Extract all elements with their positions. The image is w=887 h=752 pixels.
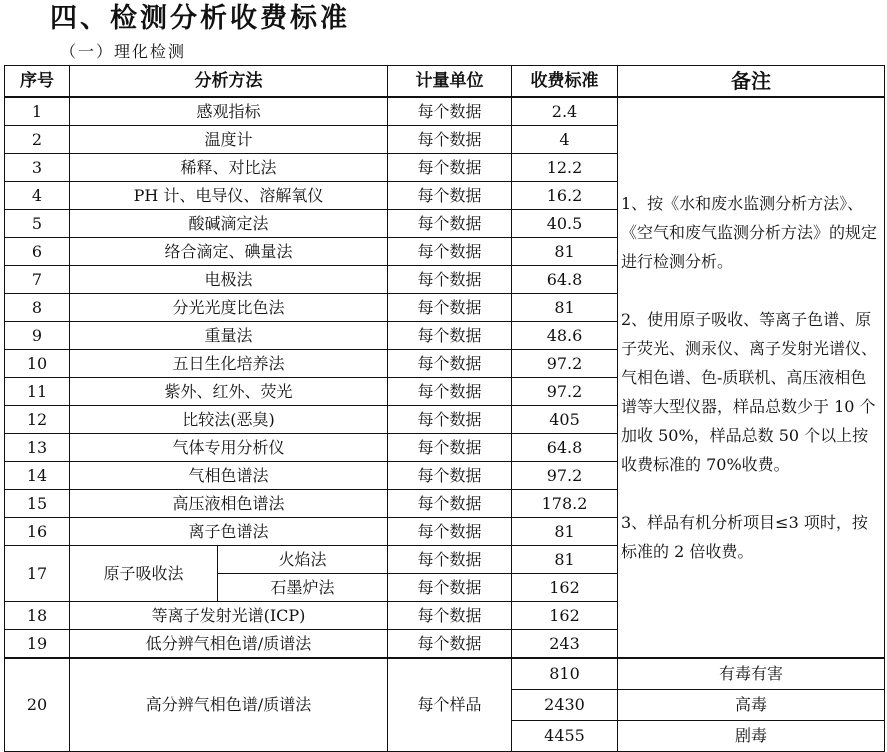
row-no: 15: [5, 490, 70, 518]
row-method: 原子吸收法: [70, 546, 218, 602]
row-fee: 4455: [512, 721, 618, 752]
header-fee: 收费标准: [512, 66, 618, 98]
row-unit: 每个数据: [388, 518, 512, 546]
row-no: 16: [5, 518, 70, 546]
row-no: 10: [5, 350, 70, 378]
row-unit: 每个数据: [388, 238, 512, 266]
row-no: 20: [5, 658, 70, 752]
row-unit: 每个数据: [388, 294, 512, 322]
row-unit: 每个数据: [388, 490, 512, 518]
row-fee: 243: [512, 630, 618, 659]
row-fee: 81: [512, 546, 618, 574]
row-unit: 每个数据: [388, 602, 512, 630]
row-unit: 每个数据: [388, 462, 512, 490]
fee-table: [4, 65, 885, 752]
row-fee: 81: [512, 518, 618, 546]
row-unit: 每个数据: [388, 126, 512, 154]
row-fee: 97.2: [512, 378, 618, 406]
row-fee: 810: [512, 658, 618, 690]
row-unit: 每个样品: [388, 658, 512, 752]
row-no: 8: [5, 294, 70, 322]
row-fee: 81: [512, 294, 618, 322]
row-submethod: 石墨炉法: [218, 574, 388, 602]
row-fee: 12.2: [512, 154, 618, 182]
row-no: 2: [5, 126, 70, 154]
row-no: 14: [5, 462, 70, 490]
row-method: 络合滴定、碘量法: [70, 238, 388, 266]
row-unit: 每个数据: [388, 378, 512, 406]
row-submethod: 火焰法: [218, 546, 388, 574]
row-unit: 每个数据: [388, 97, 512, 126]
row-method: 重量法: [70, 322, 388, 350]
row-method: 气体专用分析仪: [70, 434, 388, 462]
row-unit: 每个数据: [388, 546, 512, 574]
row-method: 气相色谱法: [70, 462, 388, 490]
row-no: 11: [5, 378, 70, 406]
row-no: 4: [5, 182, 70, 210]
row-fee: 2430: [512, 690, 618, 721]
row-no: 19: [5, 630, 70, 659]
row-method: 电极法: [70, 266, 388, 294]
remark-3: 3、样品有机分析项目≤3 项时，按标准的 2 倍收费。: [621, 513, 868, 561]
row-unit: 每个数据: [388, 574, 512, 602]
row-no: 18: [5, 602, 70, 630]
row-fee: 4: [512, 126, 618, 154]
row-fee: 178.2: [512, 490, 618, 518]
section-subtitle: （一）理化检测: [60, 42, 187, 61]
row-tier-note: 有毒有害: [618, 658, 885, 690]
row-fee: 16.2: [512, 182, 618, 210]
remark-cell: [618, 97, 885, 658]
row-fee: 97.2: [512, 462, 618, 490]
row-method: 比较法(恶臭): [70, 406, 388, 434]
header-method: 分析方法: [70, 66, 388, 98]
row-fee: 162: [512, 574, 618, 602]
row-no: 13: [5, 434, 70, 462]
table-row: [5, 97, 885, 126]
row-method: 酸碱滴定法: [70, 210, 388, 238]
row-no: 6: [5, 238, 70, 266]
row-unit: 每个数据: [388, 406, 512, 434]
row-fee: 48.6: [512, 322, 618, 350]
remark-2: 2、使用原子吸收、等离子色谱、原子荧光、测汞仪、离子发射光谱仪、气相色谱、色-质联机、高压液相色谱等大型仪器，样品总数少于 10 个加收 50%，样品总数 50 个以上按收费标准的 70%收费。: [621, 310, 878, 474]
table-row: [5, 658, 885, 690]
row-fee: 64.8: [512, 266, 618, 294]
page-title: 四、检测分析收费标准: [50, 3, 350, 34]
row-fee: 97.2: [512, 350, 618, 378]
row-fee: 40.5: [512, 210, 618, 238]
row-tier-note: 剧毒: [618, 721, 885, 752]
row-method: 低分辨气相色谱/质谱法: [70, 630, 388, 659]
header-no: 序号: [5, 66, 70, 98]
row-method: 稀释、对比法: [70, 154, 388, 182]
row-method: 高压液相色谱法: [70, 490, 388, 518]
row-no: 3: [5, 154, 70, 182]
row-unit: 每个数据: [388, 350, 512, 378]
row-unit: 每个数据: [388, 630, 512, 659]
remark-1: 1、按《水和废水监测分析方法》、《空气和废气监测分析方法》的规定进行检测分析。: [621, 194, 878, 271]
row-unit: 每个数据: [388, 210, 512, 238]
row-unit: 每个数据: [388, 154, 512, 182]
row-method: 五日生化培养法: [70, 350, 388, 378]
row-fee: 2.4: [512, 97, 618, 126]
header-remark: 备注: [618, 66, 885, 98]
row-fee: 81: [512, 238, 618, 266]
row-unit: 每个数据: [388, 182, 512, 210]
row-tier-note: 高毒: [618, 690, 885, 721]
row-method: 高分辨气相色谱/质谱法: [70, 658, 388, 752]
row-no: 1: [5, 97, 70, 126]
row-unit: 每个数据: [388, 322, 512, 350]
row-method: PH 计、电导仪、溶解氧仪: [70, 182, 388, 210]
row-method: 等离子发射光谱(ICP): [70, 602, 388, 630]
row-method: 分光光度比色法: [70, 294, 388, 322]
row-unit: 每个数据: [388, 266, 512, 294]
row-fee: 64.8: [512, 434, 618, 462]
row-method: 温度计: [70, 126, 388, 154]
table-body: [5, 97, 885, 752]
row-no: 9: [5, 322, 70, 350]
table-header-row: [5, 66, 885, 98]
row-method: 离子色谱法: [70, 518, 388, 546]
row-no: 5: [5, 210, 70, 238]
row-method: 感观指标: [70, 97, 388, 126]
row-unit: 每个数据: [388, 434, 512, 462]
header-unit: 计量单位: [388, 66, 512, 98]
row-no: 7: [5, 266, 70, 294]
row-no: 17: [5, 546, 70, 602]
row-fee: 405: [512, 406, 618, 434]
row-fee: 162: [512, 602, 618, 630]
row-method: 紫外、红外、荧光: [70, 378, 388, 406]
row-no: 12: [5, 406, 70, 434]
